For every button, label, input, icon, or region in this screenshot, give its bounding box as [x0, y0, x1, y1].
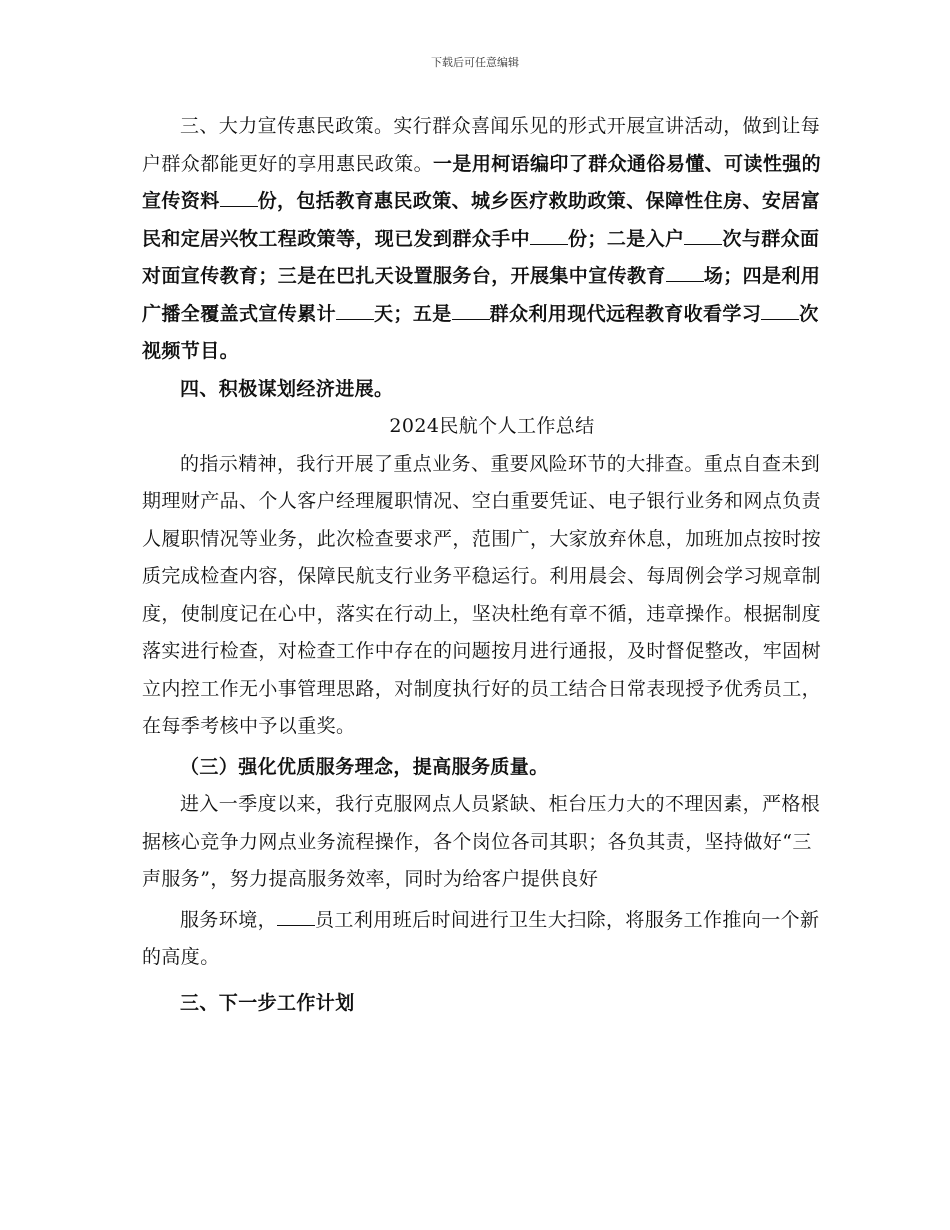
paragraph-inspection: 的指示精神，我行开展了重点业务、重要风险环节的大排查。重点自查未到期理财产品、个人客户经理履职情况、空白重要凭证、电子银行业务和网点负责人履职情况等业务，此次检查要求严，范围广，大家放弃休息，加班加点按时按质完成检查内容，保障民航支行业务平稳运行。利用晨会、每周例会学习规章制度，使制度记在心中，落实在行动上，坚决杜绝有章不循，违章操作。根据制度落实进行检查，对检查工作中存在的问题按月进行通报，及时督促整改，牢固树立内控工作无小事管理思路，对制度执行好的员工结合日常表现授予优秀员工，在每季考核中予以重奖。: [142, 452, 822, 737]
blank-field: [277, 907, 315, 926]
policy-item-text-5: 场；四是利用广播全覆盖式宣传累计: [142, 265, 821, 325]
paragraph-service: 进入一季度以来，我行克服网点人员紧缺、柜台压力大的不理因素，严格根据核心竞争力网点业务流程操作，各个岗位各司其职；各负其责，坚持做好“三声服务”，努力提高服务效率，同时为给客户提供良好: [142, 793, 821, 890]
section-heading-economy: 四、积极谋划经济进展。: [180, 377, 394, 400]
environment-text-end: 员工利用班后时间进行卫生大扫除，将服务工作推向一个新的高度。: [142, 908, 820, 968]
paragraph-environment: [142, 902, 822, 977]
section-heading-service: （三）强化优质服务理念，提高服务质量。: [180, 755, 549, 778]
blank-field: [220, 188, 258, 207]
document-title: 2024民航个人工作总结: [389, 415, 595, 437]
environment-text-start: 服务环境，: [180, 908, 278, 931]
section-heading-next-plan: 三、下一步工作计划: [180, 991, 355, 1014]
policy-item-text-2: 份，包括教育惠民政策、城乡医疗救助政策、保障性住房、安居富民和定居兴牧工程政策等，现已发到群众手中: [142, 190, 821, 250]
policy-item-text-6: 天；五是: [374, 302, 452, 325]
document-body: [142, 108, 822, 1022]
blank-field: [761, 301, 799, 320]
blank-field: [530, 226, 568, 245]
policy-item-text-3: 份；二是入户: [568, 227, 685, 250]
policy-intro-text: 三、大力宣传惠民政策。实行群众喜闻乐见的形式开展宣讲活动，做到让每户群众都能更好的享用惠民政策。: [142, 115, 821, 175]
paragraph-policy-promotion: [142, 108, 822, 371]
blank-field: [336, 301, 374, 320]
blank-field: [684, 226, 722, 245]
policy-item-text-7: 群众利用现代远程教育收看学习: [489, 302, 762, 325]
policy-item-text-4: 次与群众面对面宣传教育；三是在巴扎天设置服务台，开展集中宣传教育: [142, 227, 820, 287]
policy-item-text-1: 一是用柯语编印了群众通俗易懂、可读性强的宣传资料: [142, 152, 822, 212]
blank-field: [666, 263, 704, 282]
page-header-note: 下载后可任意编辑: [431, 56, 519, 69]
policy-item-text-8: 次视频节目。: [142, 302, 819, 362]
blank-field: [452, 301, 490, 320]
